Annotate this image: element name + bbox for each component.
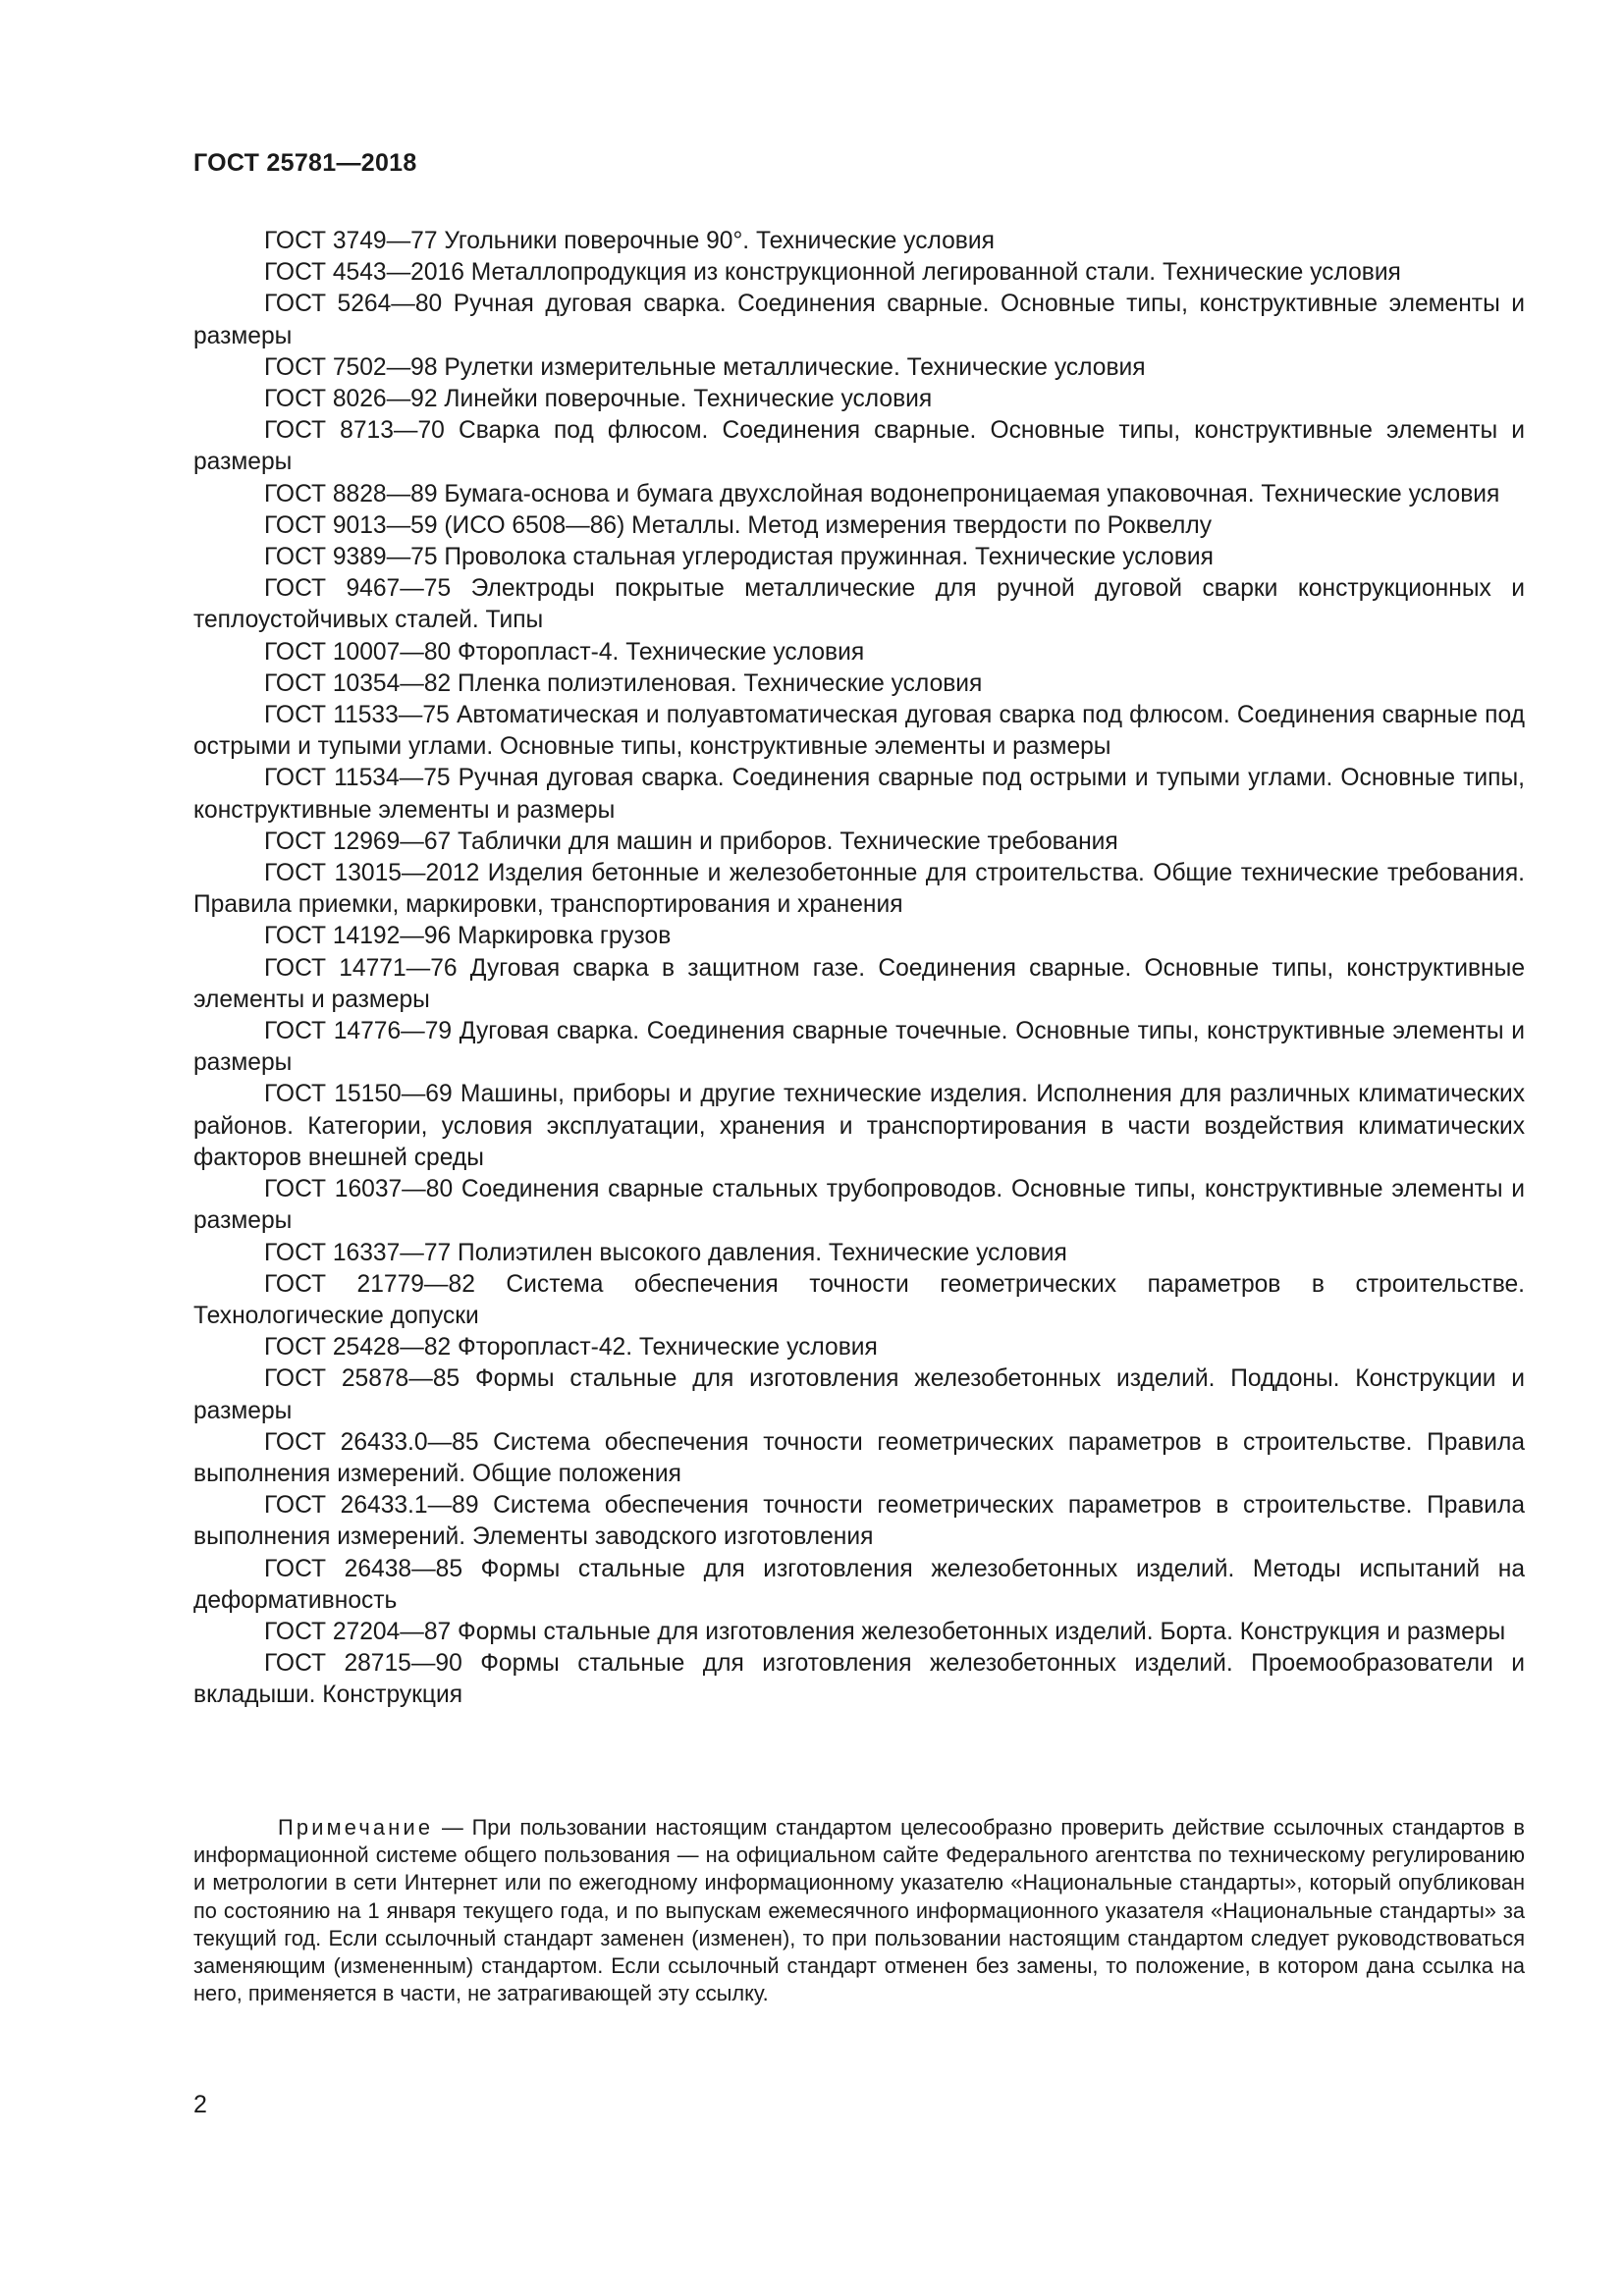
reference-item: ГОСТ 15150—69 Машины, приборы и другие технические изделия. Исполнения для различных климатических районов. Категории, условия эксплуатации, хранения и транспортирования в части воздействия климатических факторов внешней среды — [193, 1081, 1525, 1171]
reference-item: ГОСТ 26433.0—85 Система обеспечения точности геометрических параметров в строительстве. Правила выполнения измерений. Общие положения — [193, 1428, 1525, 1487]
reference-item: ГОСТ 5264—80 Ручная дуговая сварка. Соединения сварные. Основные типы, конструктивные элементы и размеры — [193, 291, 1525, 349]
reference-item: ГОСТ 14192—96 Маркировка грузов — [264, 923, 672, 950]
reference-item: ГОСТ 10007—80 Фторопласт-4. Технические условия — [264, 638, 865, 666]
note-paragraph — [193, 1814, 1525, 2007]
reference-item: ГОСТ 28715—90 Формы стальные для изготовления железобетонных изделий. Проемообразователи и вкладыши. Конструкция — [193, 1650, 1525, 1709]
reference-item: ГОСТ 25878—85 Формы стальные для изготовления железобетонных изделий. Поддоны. Конструкции и размеры — [193, 1365, 1525, 1424]
document-header: ГОСТ 25781—2018 — [193, 149, 417, 177]
reference-item: ГОСТ 9013—59 (ИСО 6508—86) Металлы. Метод измерения твердости по Роквеллу — [264, 511, 1213, 539]
reference-item: ГОСТ 27204—87 Формы стальные для изготовления железобетонных изделий. Борта. Конструкция и размеры — [264, 1618, 1506, 1645]
reference-item: ГОСТ 26438—85 Формы стальные для изготовления железобетонных изделий. Методы испытаний на деформативность — [193, 1555, 1525, 1614]
reference-item: ГОСТ 8026—92 Линейки поверочные. Технические условия — [264, 386, 933, 413]
reference-item: ГОСТ 7502—98 Рулетки измерительные металлические. Технические условия — [264, 353, 1146, 381]
reference-item: ГОСТ 11533—75 Автоматическая и полуавтоматическая дуговая сварка под флюсом. Соединения сварные под острыми и тупыми углами. Основные типы, конструктивные элементы и размеры — [193, 702, 1525, 761]
reference-item: ГОСТ 14771—76 Дуговая сварка в защитном газе. Соединения сварные. Основные типы, конструктивные элементы и размеры — [193, 954, 1525, 1013]
reference-item: ГОСТ 12969—67 Таблички для машин и приборов. Технические требования — [264, 828, 1118, 855]
reference-item: ГОСТ 13015—2012 Изделия бетонные и железобетонные для строительства. Общие технические требования. Правила приемки, маркировки, транспортирования и хранения — [193, 860, 1525, 919]
note-label: Примечание — [278, 1815, 434, 1840]
reference-item: ГОСТ 11534—75 Ручная дуговая сварка. Соединения сварные под острыми и тупыми углами. Основные типы, конструктивные элементы и размеры — [193, 765, 1525, 824]
page-number: 2 — [193, 2091, 207, 2118]
reference-item: ГОСТ 21779—82 Система обеспечения точности геометрических параметров в строительстве. Технологические допуски — [193, 1270, 1525, 1329]
reference-item: ГОСТ 10354—82 Пленка полиэтиленовая. Технические условия — [264, 669, 983, 697]
reference-item: ГОСТ 8828—89 Бумага-основа и бумага двухслойная водонепроницаемая упаковочная. Технические условия — [264, 480, 1500, 507]
reference-item: ГОСТ 16337—77 Полиэтилен высокого давления. Технические условия — [264, 1239, 1067, 1266]
reference-item: ГОСТ 16037—80 Соединения сварные стальных трубопроводов. Основные типы, конструктивные элементы и размеры — [193, 1176, 1525, 1235]
reference-item: ГОСТ 26433.1—89 Система обеспечения точности геометрических параметров в строительстве. Правила выполнения измерений. Элементы заводского изготовления — [193, 1492, 1525, 1551]
reference-item: ГОСТ 25428—82 Фторопласт-42. Технические условия — [264, 1334, 878, 1362]
note-text: — При пользовании настоящим стандартом целесообразно проверить действие ссылочных стандартов в информационной системе общего пользования — на официальном сайте Федерального агентства по техническому регулированию и метрологии в сети Интернет или по ежегодному информационному указателю «Национальные стандарты», который опубликован по состоянию на 1 января текущего года, и по выпускам ежемесячного информационного указателя «Национальные стандарты» за текущий год. Если ссылочный стандарт заменен (изменен), то при пользовании настоящим стандартом следует руководствоваться заменяющим (измененным) стандартом. Если ссылочный стандарт отменен без замены, то положение, в котором дана ссылка на него, применяется в части, не затрагивающей эту ссылку. — [193, 1815, 1525, 2006]
reference-item: ГОСТ 9389—75 Проволока стальная углеродистая пружинная. Технические условия — [264, 544, 1214, 571]
normative-references-list — [193, 226, 1525, 1712]
reference-item: ГОСТ 8713—70 Сварка под флюсом. Соединения сварные. Основные типы, конструктивные элементы и размеры — [193, 417, 1525, 476]
reference-item: ГОСТ 9467—75 Электроды покрытые металлические для ручной дуговой сварки конструкционных и теплоустойчивых сталей. Типы — [193, 575, 1525, 634]
reference-item: ГОСТ 3749—77 Угольники поверочные 90°. Технические условия — [264, 228, 995, 254]
reference-item: ГОСТ 4543—2016 Металлопродукция из конструкционной легированной стали. Технические условия — [264, 259, 1401, 287]
reference-item: ГОСТ 14776—79 Дуговая сварка. Соединения сварные точечные. Основные типы, конструктивные элементы и размеры — [193, 1018, 1525, 1077]
